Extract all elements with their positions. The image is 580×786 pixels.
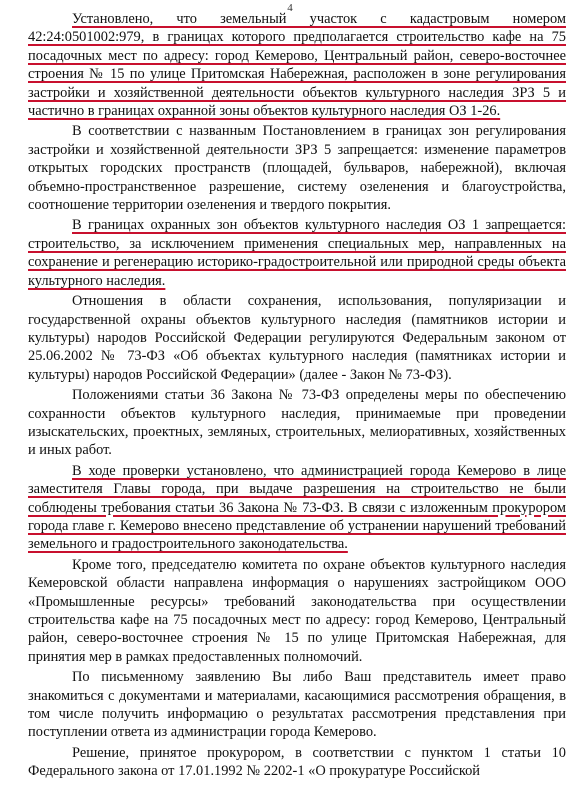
- page-number: 4: [287, 2, 293, 14]
- paragraph-law-73fz: Отношения в области сохранения, использования, популяризации и государственной охраны объектов культурного наследия (памятников истории и культуры) народов Российской Федерации регулируются Федеральным законом от 25.06.2002 № 73-ФЗ «Об объектах культурного наследия (памятниках истории и культуры) народов Российской Федерации» (далее - Закон № 73-ФЗ).: [28, 293, 566, 383]
- paragraph-oz1-restrictions: [28, 216, 566, 290]
- document-body: [28, 10, 566, 781]
- paragraph-right-to-review: По письменному заявлению Вы либо Ваш представитель имеет право знакомиться с документами и материалами, касающимися рассмотрения обращения, в том числе получить информацию о результатах рассмотрения представления при поступлении ответа из администрации города Кемерово.: [28, 669, 566, 741]
- highlighted-paragraph-text: В границах охранных зон объектов культурного наследия ОЗ 1 запрещается: строительство, за исключением применения специальных мер, направленных на сохранение и регенерацию историко-градостроительной или природной среды объекта культурного наследия.: [28, 217, 566, 289]
- paragraph-committee-info: Кроме того, председателю комитета по охране объектов культурного наследия Кемеровской области направлена информация о нарушениях застройщиком ООО «Промышленные ресурсы» требований законодательства при осуществлении строительства кафе на 75 посадочных мест по адресу: город Кемерово, Центральный район, северо-восточнее строения № 15 по улице Притомская Набережная, для принятия мер в рамках предоставленных полномочий.: [28, 556, 566, 665]
- paragraph-inspection-results: [28, 462, 566, 554]
- highlighted-paragraph-text: В ходе проверки установлено, что администрацией города Кемерово в лице заместителя Главы города, при выдаче разрешения на строительство не были соблюдены требования статьи 36 Закона № 73-ФЗ. В связи с изложенным прокурором города главе г. Кемерово внесено представление об устранении нарушений требований земельного и градостроительного законодательства.: [28, 462, 566, 553]
- paragraph-article-36: Положениями статьи 36 Закона № 73-ФЗ определены меры по обеспечению сохранности объектов культурного наследия, принимаемые при проведении изыскательских, проектных, земляных, строительных, мелиоративных, хозяйственных и иных работ.: [28, 387, 566, 459]
- highlighted-paragraph-text: Установлено, что земельный участок с кадастровым номером 42:24:0501002:979, в границах которого предполагается строительство кафе на 75 посадочных мест по адресу: город Кемерово, Центральный район, северо-восточнее строения № 15 по улице Притомская Набережная, расположен в зоне регулирования застройки и хозяйственной деятельности объектов культурного наследия ЗРЗ 5 и частично в границах охранной зоны объектов культурного наследия ОЗ 1-26.: [28, 11, 566, 120]
- paragraph-zrz5-restrictions: В соответствии с названным Постановлением в границах зон регулирования застройки и хозяйственной деятельности ЗРЗ 5 запрещается: изменение параметров открытых городских пространств (площадей, бульваров, набережной), включая объемно-пространственное разрешение, систему озеленения и благоустройства, соотношение территории озеленения и твердого покрытия.: [28, 123, 566, 214]
- paragraph-site-findings: [28, 10, 566, 120]
- paragraph-decision: Решение, принятое прокурором, в соответствии с пунктом 1 статьи 10 Федерального закона от 17.01.1992 № 2202-1 «О прокуратуре Российской: [28, 744, 566, 780]
